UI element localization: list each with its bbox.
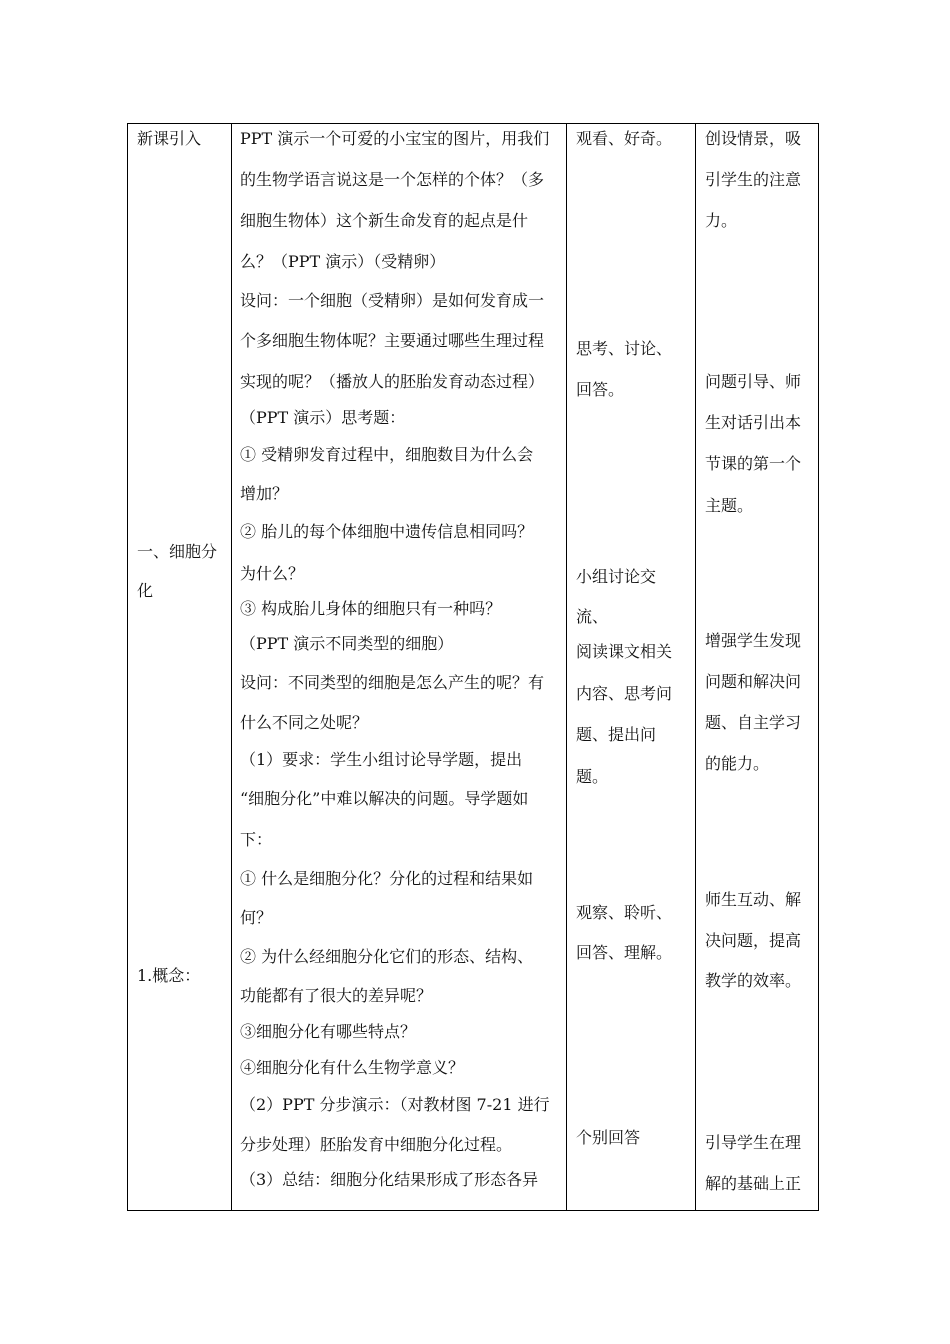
teacher-line: ④细胞分化有什么生物学意义？ [240, 1058, 465, 1077]
teacher-line: ① 受精卵发育过程中，细胞数目为什么会 [240, 445, 534, 464]
intent-line: 师生互动、解 [705, 890, 802, 909]
teacher-line: ② 为什么经细胞分化它们的形态、结构、 [240, 947, 534, 966]
student-line: 题。 [576, 767, 609, 786]
teacher-line: 设问：不同类型的细胞是怎么产生的呢？有 [240, 673, 545, 692]
intent-line: 引导学生在理 [705, 1133, 802, 1152]
teacher-line: 增加？ [240, 484, 289, 503]
intent-line: 决问题，提高 [705, 931, 802, 950]
stage-intro: 新课引入 [137, 129, 202, 148]
teacher-line: （PPT 演示不同类型的细胞） [240, 634, 454, 653]
teacher-line: 么？（PPT 演示）（受精卵） [240, 252, 446, 271]
student-line: 内容、思考问 [576, 684, 673, 703]
student-line: 思考、讨论、 [576, 339, 673, 358]
teacher-line: 什么不同之处呢？ [240, 713, 369, 732]
intent-line: 创设情景，吸 [705, 129, 802, 148]
student-activity-column [567, 124, 695, 1210]
intent-line: 教学的效率。 [705, 971, 802, 990]
stage-section-title: 一、细胞分 [137, 542, 218, 561]
intent-line: 引学生的注意 [705, 170, 802, 189]
teacher-line: （1）要求：学生小组讨论导学题，提出 [240, 750, 523, 769]
intent-line: 问题引导、师 [705, 372, 802, 391]
intent-line: 增强学生发现 [705, 631, 802, 650]
teacher-line: 下： [240, 830, 273, 849]
student-line: 回答、理解。 [576, 943, 673, 962]
teacher-line: PPT 演示一个可爱的小宝宝的图片，用我们 [240, 129, 550, 148]
student-line: 回答。 [576, 380, 625, 399]
intent-line: 力。 [705, 211, 738, 230]
teacher-line: 的生物学语言说这是一个怎样的个体？（多 [240, 170, 545, 189]
student-line: 观察、聆听、 [576, 903, 673, 922]
teacher-line: 设问：一个细胞（受精卵）是如何发育成一 [240, 291, 545, 310]
teacher-line: “细胞分化”中难以解决的问题。导学题如 [240, 789, 529, 808]
teacher-line: （3）总结：细胞分化结果形成了形态各异 [240, 1170, 539, 1189]
student-line: 题、提出问 [576, 725, 657, 744]
intent-line: 生对话引出本 [705, 413, 802, 432]
student-line: 观看、好奇。 [576, 129, 673, 148]
student-line: 阅读课文相关 [576, 642, 673, 661]
design-intent-column [696, 124, 818, 1210]
teacher-line: 细胞生物体）这个新生命发育的起点是什 [240, 211, 529, 230]
student-line: 流、 [576, 607, 609, 626]
teacher-line: 分步处理）胚胎发育中细胞分化过程。 [240, 1135, 513, 1154]
intent-line: 题、自主学习 [705, 713, 802, 732]
intent-line: 主题。 [705, 496, 754, 515]
teacher-activity-column [232, 124, 566, 1210]
lesson-plan-table [127, 123, 819, 1211]
student-line: 小组讨论交 [576, 567, 657, 586]
teacher-line: ① 什么是细胞分化？分化的过程和结果如 [240, 869, 534, 888]
teacher-line: 为什么？ [240, 564, 305, 583]
intent-line: 解的基础上正 [705, 1174, 802, 1193]
teacher-line: ③ 构成胎儿身体的细胞只有一种吗？ [240, 599, 502, 618]
intent-line: 节课的第一个 [705, 454, 802, 473]
teacher-line: ② 胎儿的每个体细胞中遗传信息相同吗？ [240, 522, 534, 541]
teacher-line: （2）PPT 分步演示：（对教材图 7-21 进行 [240, 1095, 550, 1114]
stage-concept: 1.概念： [137, 966, 201, 985]
teacher-line: ③细胞分化有哪些特点？ [240, 1022, 417, 1041]
intent-line: 的能力。 [705, 754, 770, 773]
teacher-line: （PPT 演示）思考题： [240, 408, 406, 427]
teacher-line: 何？ [240, 908, 273, 927]
intent-line: 问题和解决问 [705, 672, 802, 691]
stage-section-title-cont: 化 [137, 581, 154, 600]
teacher-line: 实现的呢？（播放人的胚胎发育动态过程） [240, 372, 545, 391]
teacher-line: 个多细胞生物体呢？主要通过哪些生理过程 [240, 331, 545, 350]
teacher-line: 功能都有了很大的差异呢？ [240, 986, 433, 1005]
student-line: 个别回答 [576, 1128, 641, 1147]
stage-column [128, 124, 231, 1210]
